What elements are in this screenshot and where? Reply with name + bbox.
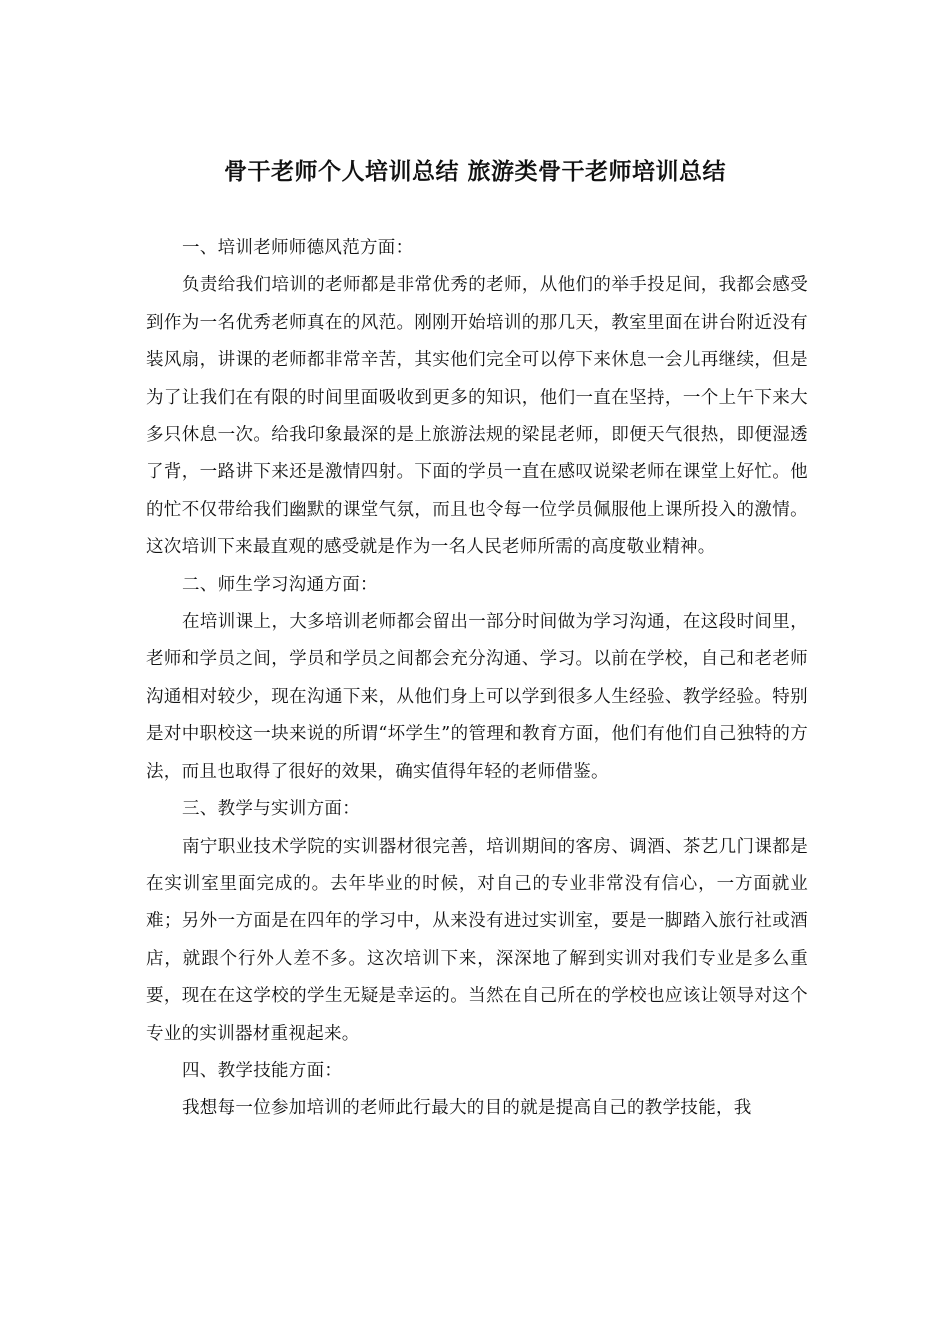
paragraph-1: 负责给我们培训的老师都是非常优秀的老师，从他们的举手投足间，我都会感受到作为一名优秀老师真在的风范。刚刚开始培训的那几天，教室里面在讲台附近没有装风扇，讲课的老师都非常辛苦，其实他们完全可以停下来休息一会儿再继续，但是为了让我们在有限的时间里面吸收到更多的知识，他们一直在坚持，一个上午下来大多只休息一次。给我印象最深的是上旅游法规的梁昆老师，即便天气很热，即便湿透了背，一路讲下来还是激情四射。下面的学员一直在感叹说梁老师在课堂上好忙。他的忙不仅带给我们幽默的课堂气氛，而且也令每一位学员佩服他上课所投入的激情。这次培训下来最直观的感受就是作为一名人民老师所需的高度敬业精神。 — [146, 275, 808, 558]
section-heading-1: 一、培训老师师德风范方面： — [182, 238, 414, 258]
paragraph-2: 在培训课上，大多培训老师都会留出一部分时间做为学习沟通，在这段时间里，老师和学员之间，学员和学员之间都会充分沟通、学习。以前在学校，自己和老老师沟通相对较少，现在沟通下来，从他们身上可以学到很多人生经验、教学经验。特别是对中职校这一块来说的所谓“坏学生”的管理和教育方面，他们有他们自己独特的方法，而且也取得了很好的效果，确实值得年轻的老师借鉴。 — [146, 612, 808, 782]
document-title: 骨干老师个人培训总结 旅游类骨干老师培训总结 — [223, 158, 726, 185]
section-heading-2: 二、师生学习沟通方面： — [182, 574, 378, 595]
paragraph-3: 南宁职业技术学院的实训器材很完善，培训期间的客房、调酒、茶艺几门课都是在实训室里面完成的。去年毕业的时候，对自己的专业非常没有信心，一方面就业难；另外一方面是在四年的学习中，从来没有进过实训室，要是一脚踏入旅行社或酒店，就跟个行外人差不多。这次培训下来，深深地了解到实训对我们专业是多么重要，现在在这学校的学生无疑是幸运的。当然在自己所在的学校也应该让领导对这个专业的实训器材重视起来。 — [146, 836, 808, 1044]
document-body — [146, 230, 808, 1128]
section-heading-3: 三、教学与实训方面： — [182, 799, 360, 820]
paragraph-4: 我想每一位参加培训的老师此行最大的目的就是提高自己的教学技能，我 — [182, 1098, 752, 1119]
section-heading-4: 四、教学技能方面： — [182, 1060, 343, 1081]
